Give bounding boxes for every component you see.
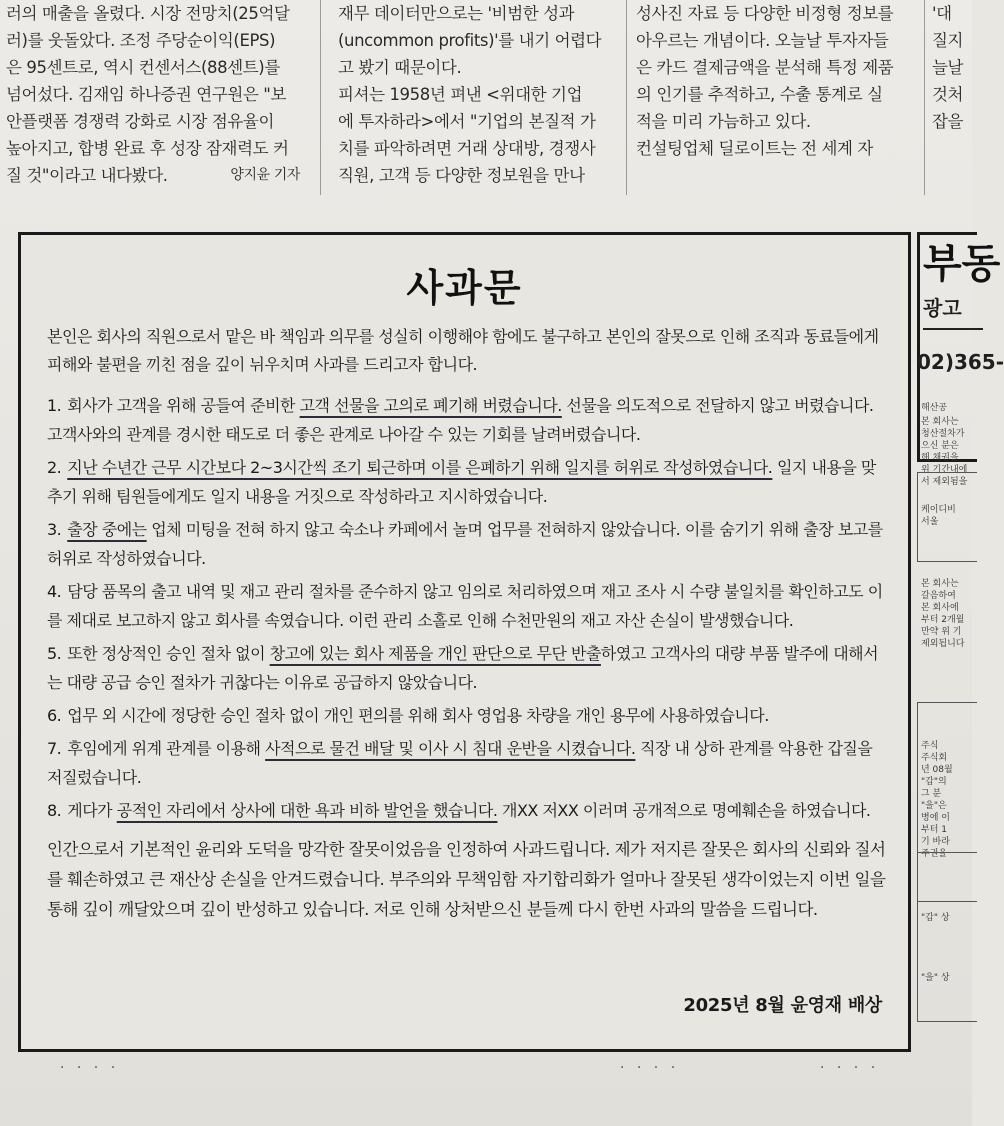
- notice-item-number: 1.: [47, 396, 62, 415]
- ad-notice-line: 케이디비: [921, 505, 956, 515]
- article-line: 러)를 웃돌았다. 조정 주당순이익(EPS): [6, 31, 276, 50]
- ad-notice-line: 기 바라: [921, 837, 950, 847]
- notice-item-text: 업체 미팅을 전혀 하지 않고 숙소나 카페에서 놀며 업무를 전혀하지 않았습니다. 이를 숨기기 위해 출장 보고를 허위로 작성하였습니다.: [47, 520, 883, 568]
- notice-item-number: 7.: [47, 739, 62, 758]
- article-line: 늘날: [932, 58, 964, 77]
- decorative-dots: · · · ·: [620, 1060, 680, 1076]
- ad-notice-line: 위 기간내에: [921, 465, 968, 475]
- notice-item-underlined: 고객 선물을 고의로 폐기해 버렸습니다.: [299, 396, 562, 415]
- article-line: 고 봤기 때문이다.: [338, 58, 462, 77]
- ad-notice-frame: [917, 852, 977, 1022]
- ad-notice-line: 해 채권을: [921, 453, 959, 463]
- notice-item-text: 게다가: [67, 801, 117, 820]
- notice-body: [47, 323, 888, 942]
- ad-notice-line: 그 분: [921, 789, 942, 799]
- ad-notice-frame: [917, 472, 977, 562]
- column-divider: [320, 0, 321, 195]
- article-column-4: [932, 0, 972, 135]
- notice-item-number: 6.: [47, 706, 62, 725]
- notice-item-text: 후임에게 위계 관계를 이용해: [67, 739, 266, 758]
- article-line: 재무 데이터만으로는 '비범한 성과: [338, 4, 575, 23]
- article-line: 것처: [932, 85, 964, 104]
- ad-notice-line: 청산절차가: [921, 429, 965, 439]
- ad-notice-line: 본 회사는: [921, 417, 959, 427]
- notice-item: [47, 515, 888, 573]
- article-line: 은 95센트로, 역시 컨센서스(88센트)를: [6, 58, 280, 77]
- notice-signature: 2025년 8월 윤영재 배상: [683, 995, 882, 1016]
- column-divider: [924, 0, 925, 195]
- notice-item-underlined: 출장 중에는: [67, 520, 147, 539]
- ad-notice-line: 병에 이: [921, 813, 950, 823]
- notice-item-number: 8.: [47, 801, 62, 820]
- ad-notice-line: 해산공: [921, 403, 948, 413]
- ad-notice-line: 부터 1: [921, 825, 947, 835]
- article-line: 직원, 고객 등 다양한 정보원을 만나: [338, 166, 585, 185]
- notice-item-text: 직장 내 상하 관계를 악용한 갑질을 저질렀습니다.: [47, 739, 873, 787]
- ad-notice-line: 주식회: [921, 753, 948, 763]
- ad-notice-line: "을" 상: [921, 973, 950, 983]
- notice-item: [47, 453, 888, 511]
- notice-item-text: 회사가 고객을 위해 공들여 준비한: [67, 396, 300, 415]
- ad-headline: 부동: [923, 241, 1001, 287]
- byline: 양지윤 기자: [230, 167, 300, 183]
- article-line-text: 질 것"이라고 내다봤다.: [6, 166, 168, 185]
- article-line: 안플랫폼 경쟁력 강화로 시장 점유율이: [6, 112, 275, 131]
- notice-item-text: 하였고 고객사의 대량 부품 발주에 대해서는 대량 공급 승인 절차가 귀찮다는 이유로 공급하지 않았습니다.: [47, 644, 879, 692]
- article-column-1: [6, 0, 304, 189]
- article-line: 컨설팅업체 딜로이트는 전 세계 자: [636, 139, 873, 158]
- article-column-3: [636, 0, 916, 162]
- column-divider: [626, 0, 627, 195]
- notice-item-text: 개XX 저XX 이러며 공개적으로 명예훼손을 하였습니다.: [497, 801, 871, 820]
- article-line: 아우르는 개념이다. 오늘날 투자자들: [636, 31, 889, 50]
- ad-notice-line: 제외됩니다: [921, 639, 965, 649]
- notice-item-text: 업무 외 시간에 정당한 승인 절차 없이 개인 편의를 위해 회사 영업용 차량을 개인 용무에 사용하였습니다.: [67, 706, 769, 725]
- ad-subheadline: 광고: [923, 296, 962, 320]
- notice-intro: 본인은 회사의 직원으로서 맡은 바 책임과 의무를 성실히 이행해야 함에도 불구하고 본인의 잘못으로 인해 조직과 동료들에게 피해와 불편을 끼친 점을 깊이 뉘우치며 사과를 드리고자 합니다.: [47, 327, 879, 374]
- ad-notice-line: 서 제외됨을: [921, 477, 968, 487]
- article-line: 넘어섰다. 김재임 하나증권 연구원은 "보: [6, 85, 287, 104]
- article-line: 피셔는 1958년 펴낸 <위대한 기업: [338, 85, 583, 104]
- notice-title: 사과문: [406, 265, 523, 310]
- ad-notice-line: 부터 2개월: [921, 615, 965, 625]
- article-line: 에 투자하라>에서 "기업의 본질적 가: [338, 112, 596, 131]
- article-line: 은 카드 결제금액을 분석해 특정 제품: [636, 58, 894, 77]
- article-line: 치를 파악하려면 거래 상대방, 경쟁사: [338, 139, 596, 158]
- ad-notice-line: 주식: [921, 741, 939, 751]
- ad-notice-line: 서울: [921, 517, 939, 527]
- notice-items: [47, 391, 888, 825]
- ad-notice-line: 본 회사에: [921, 603, 959, 613]
- article-line: 성사진 자료 등 다양한 비정형 정보를: [636, 4, 894, 23]
- article-line: [6, 162, 304, 189]
- notice-item: [47, 639, 888, 697]
- notice-item-underlined: 공적인 자리에서 상사에 대한 욕과 비하 발언을 했습니다.: [116, 801, 498, 820]
- article-line: 높아지고, 합병 완료 후 성장 잠재력도 커: [6, 139, 289, 158]
- ad-notice-line: 만약 위 기: [921, 627, 962, 637]
- notice-item-text: 선물을 의도적으로 전달하지 않고 버렸습니다. 고객사와의 관계를 경시한 태도로 더 좋은 관계로 나아갈 수 있는 기회를 날려버렸습니다.: [47, 396, 874, 444]
- notice-item-number: 5.: [47, 644, 62, 663]
- ad-notice-line: 본 회사는: [921, 579, 959, 589]
- ad-notice-line: 으신 분은: [921, 441, 959, 451]
- notice-item: [47, 796, 888, 825]
- ad-notice-line: "갑"의: [921, 777, 947, 787]
- article-line: 질지: [932, 31, 964, 50]
- notice-item-text: 일지 내용을 맞추기 위해 팀원들에게도 일지 내용을 거짓으로 작성하라고 지시하였습니다.: [47, 458, 876, 506]
- article-line: 의 인기를 추적하고, 수출 통계로 실: [636, 85, 883, 104]
- article-line: 러의 매출을 올렸다. 시장 전망치(25억달: [6, 4, 290, 23]
- decorative-dots: · · · ·: [820, 1060, 880, 1076]
- notice-item-text: 담당 품목의 출고 내역 및 재고 관리 절차를 준수하지 않고 임의로 처리하였으며 재고 조사 시 수량 불일치를 확인하고도 이를 제대로 보고하지 않고 회사를 속였습니다. 이런 관리 소홀로 인해 수천만원의 재고 자산 손실이 발생했습니다.: [47, 582, 883, 630]
- article-line: 적을 미리 가늠하고 있다.: [636, 112, 811, 131]
- ad-notice-line: "갑" 상: [921, 913, 950, 923]
- article-line: '대: [932, 4, 952, 23]
- article-column-2: [338, 0, 620, 189]
- ad-divider: [923, 328, 983, 330]
- notice-item-underlined: 지난 수년간 근무 시간보다 2~3시간씩 조기 퇴근하며 이를 은폐하기 위해 일지를 허위로 작성하였습니다.: [67, 458, 773, 477]
- notice-item: [47, 577, 888, 635]
- ad-notice-line: 년 08월: [921, 765, 953, 775]
- notice-item-text: 또한 정상적인 승인 절차 없이: [67, 644, 270, 663]
- decorative-dots: · · · ·: [60, 1060, 120, 1076]
- apology-notice-box: [18, 232, 911, 1052]
- notice-closing: 인간으로서 기본적인 윤리와 도덕을 망각한 잘못이었음을 인정하여 사과드립니다. 제가 저지른 잘못은 회사의 신뢰와 질서를 훼손하였고 큰 재산상 손실을 안겨드렸습니다. 부주의와 무책임함 자기합리화가 얼마나 잘못된 생각이었는지 이번 일을 통해 깊이 깨달았으며 깊이 반성하고 있습니다. 저로 인해 상처받으신 분들께 다시 한번 사과의 말씀을 드립니다.: [47, 840, 886, 919]
- ad-notice-line: 갈음하여: [921, 591, 956, 601]
- ad-notice-line: 주권을: [921, 849, 948, 859]
- notice-item: [47, 701, 888, 730]
- notice-item-underlined: 창고에 있는 회사 제품을 개인 판단으로 무단 반출: [269, 644, 601, 663]
- article-line: (uncommon profits)'를 내기 어렵다: [338, 31, 602, 50]
- article-line: 잡을: [932, 112, 964, 131]
- notice-item-number: 2.: [47, 458, 62, 477]
- notice-item: [47, 734, 888, 792]
- notice-item: [47, 391, 888, 449]
- ad-phone: 02)365-: [917, 350, 1004, 374]
- ad-notice-line: "을"은: [921, 801, 947, 811]
- notice-item-underlined: 사적으로 물건 배달 및 이사 시 침대 운반을 시켰습니다.: [265, 739, 636, 758]
- notice-item-number: 3.: [47, 520, 62, 539]
- side-advertisement: [917, 232, 1004, 1052]
- notice-item-number: 4.: [47, 582, 62, 601]
